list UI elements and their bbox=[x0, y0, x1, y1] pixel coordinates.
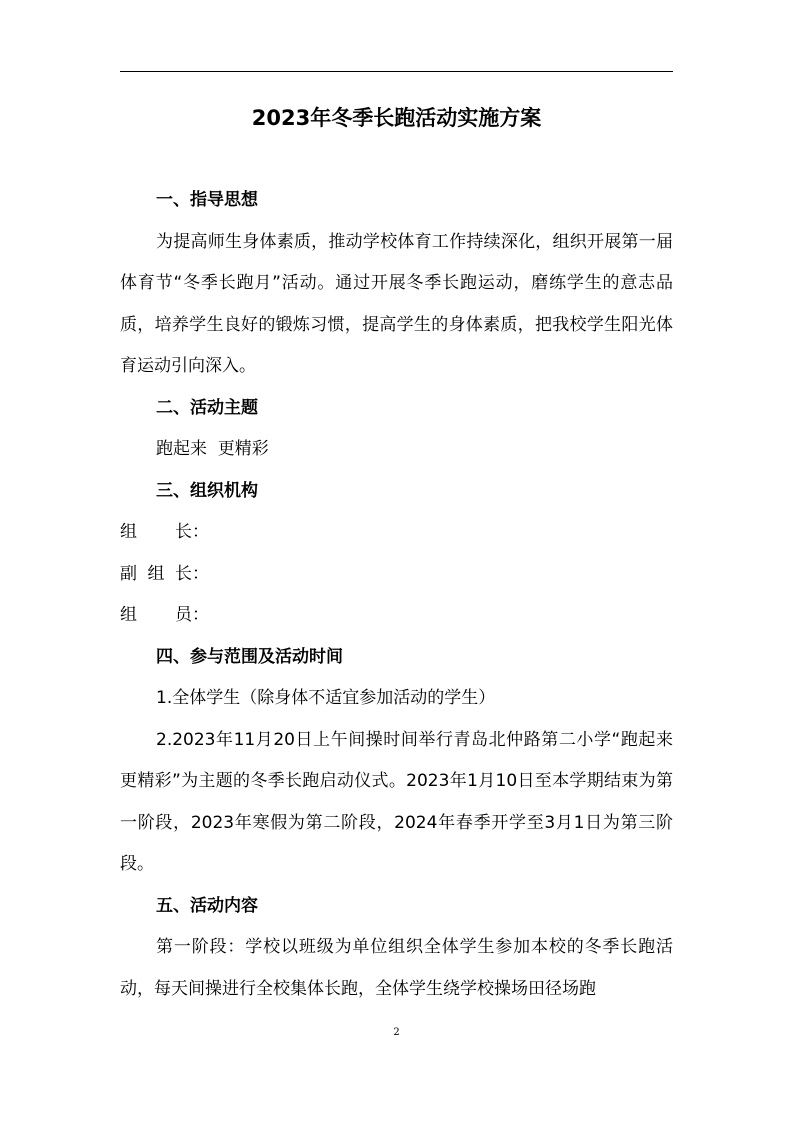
section-body-guiding-ideology: 为提高师生身体素质，推动学校体育工作持续深化，组织开展第一届体育节“冬季长跑月”活动。通过开展冬季长跑运动，磨练学生的意志品质，培养学生良好的锻炼习惯，提高学生的身体素质，把我校学生阳光体育运动引向深入。 bbox=[120, 231, 673, 376]
section-heading-theme: 二、活动主题 bbox=[156, 397, 258, 418]
role-label-deputy-leader: 副组长 bbox=[120, 563, 192, 584]
role-colon: ： bbox=[192, 605, 209, 625]
section-heading-scope-and-time: 四、参与范围及活动时间 bbox=[156, 646, 343, 667]
role-label-member: 组员 bbox=[120, 605, 192, 625]
document-title: 2023年冬季长跑活动实施方案 bbox=[251, 106, 542, 130]
page-number: 2 bbox=[393, 1027, 400, 1038]
section-heading-guiding-ideology: 一、指导思想 bbox=[156, 190, 258, 210]
header-rule bbox=[120, 71, 673, 72]
section-heading-content: 五、活动内容 bbox=[156, 895, 258, 916]
role-line-deputy-leader bbox=[120, 554, 673, 596]
document-body bbox=[120, 180, 684, 1010]
role-line-leader bbox=[120, 512, 673, 554]
section-item-schedule: 2.2023年11月20日上午间操时间举行青岛北仲路第二小学“跑起来 更精彩”为主题的冬季长跑启动仪式。2023年1月10日至本学期结束为第一阶段，2023年寒假为第二阶段，2024年春季开学至3月1日为第三阶段。 bbox=[120, 729, 684, 874]
section-item-participants: 1.全体学生（除身体不适宜参加活动的学生） bbox=[156, 688, 496, 708]
role-colon: ： bbox=[192, 563, 209, 584]
section-heading-organization: 三、组织机构 bbox=[156, 480, 258, 501]
role-line-member bbox=[120, 595, 673, 637]
section-body-content: 第一阶段：学校以班级为单位组织全体学生参加本校的冬季长跑活动，每天间操进行全校集体长跑，全体学生绕学校操场田径场跑 bbox=[120, 937, 673, 999]
role-colon: ： bbox=[192, 522, 209, 542]
role-label-leader: 组长 bbox=[120, 522, 192, 542]
section-body-theme: 跑起来 更精彩 bbox=[156, 439, 269, 459]
